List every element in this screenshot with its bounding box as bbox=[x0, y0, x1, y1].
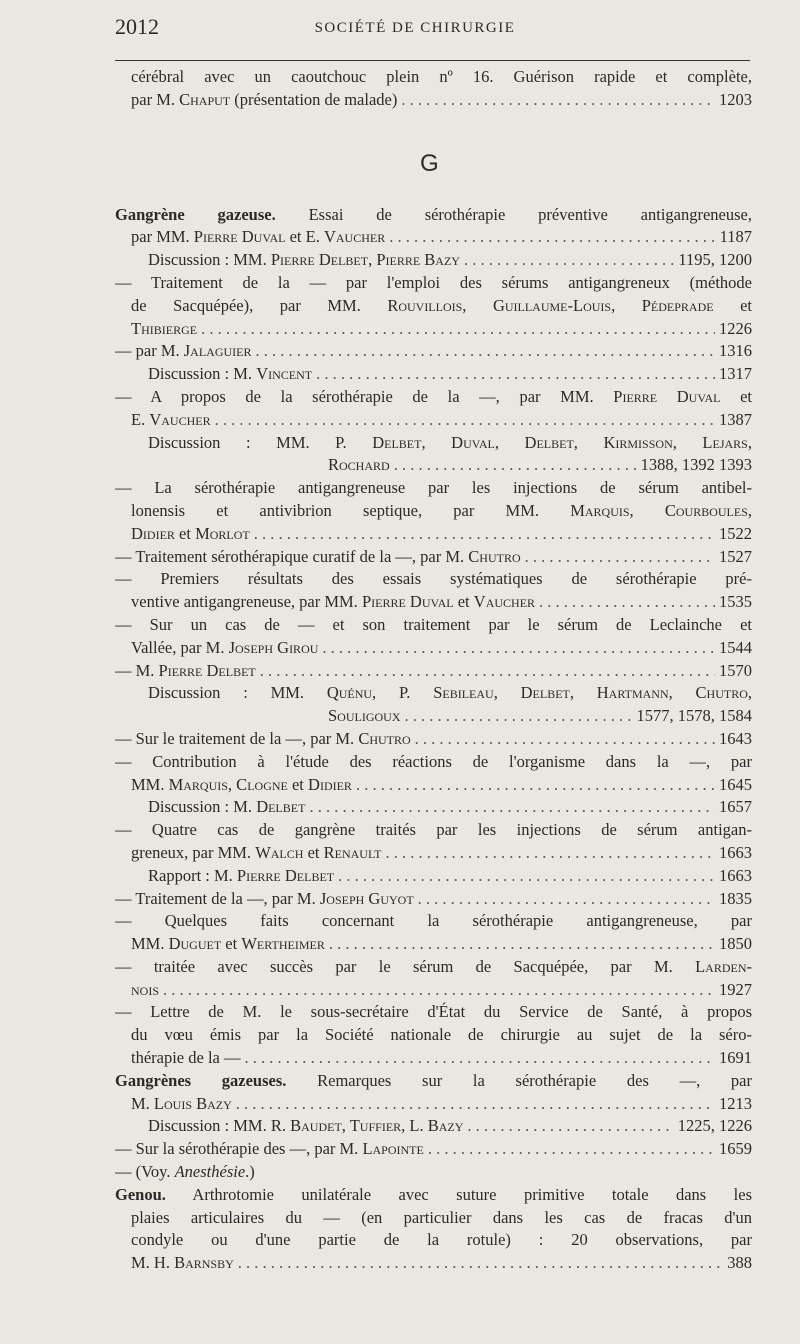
index-entry: greneux, par MM. Walch et Renault . . . 1663 bbox=[115, 842, 752, 865]
index-entry: — Traitement sérothérapique curatif de la —, par M. Chutro . . . 1527 bbox=[115, 546, 752, 569]
index-entry: par M. Chaput (présentation de malade) . . . 1203 bbox=[115, 89, 752, 112]
index-heading-line: Gangrènes gazeuses. Remarques sur la sérothérapie des —, par bbox=[115, 1070, 752, 1090]
index-entry: thérapie de la — . . . 1691 bbox=[115, 1047, 752, 1070]
index-heading-line: Gangrène gazeuse. Essai de sérothérapie préventive antigangreneuse, bbox=[115, 204, 752, 224]
index-entry: Discussion : MM. Pierre Delbet, Pierre Bazy . . . 1195, 1200 bbox=[115, 249, 752, 272]
index-line: plaies articulaires du — (en particulier dans les cas de fracas d'un bbox=[131, 1207, 752, 1227]
index-line: — Lettre de M. le sous-secrétaire d'État du Service de Santé, à propos bbox=[115, 1002, 752, 1022]
index-entry: Souligoux . . . 1577, 1578, 1584 bbox=[115, 705, 752, 728]
index-heading-line: Genou. Arthrotomie unilatérale avec suture primitive totale dans les bbox=[115, 1184, 752, 1204]
index-line: — Traitement de la — par l'emploi des sérums antigangreneux (méthode bbox=[115, 272, 752, 292]
page-header bbox=[115, 14, 755, 44]
index-line: condyle ou d'une partie de la rotule) : 20 observations, par bbox=[131, 1230, 752, 1250]
running-head: SOCIÉTÉ DE CHIRURGIE bbox=[314, 20, 516, 36]
index-line: Discussion : MM. P. Delbet, Duval, Delbet, Kirmisson, Lejars, bbox=[148, 432, 752, 452]
index-entry: Discussion : M. Delbet . . . 1657 bbox=[115, 796, 752, 819]
index-entry: Thibierge . . . 1226 bbox=[115, 318, 752, 341]
index-entry: MM. Marquis, Clogne et Didier . . . 1645 bbox=[115, 774, 752, 797]
index-line: — Contribution à l'étude des réactions de l'organisme dans la —, par bbox=[115, 751, 752, 771]
index-line: lonensis et antivibrion septique, par MM. Marquis, Courboules, bbox=[131, 500, 752, 520]
index-entry: Discussion : MM. R. Baudet, Tuffier, L. Bazy . . . 1225, 1226 bbox=[115, 1115, 752, 1138]
index-entry: Rochard . . . 1388, 1392 1393 bbox=[115, 454, 752, 477]
section-letter-heading: G bbox=[420, 149, 439, 177]
index-entry: — Traitement de la —, par M. Joseph Guyot . . . 1835 bbox=[115, 888, 752, 911]
index-entry: E. Vaucher . . . 1387 bbox=[115, 409, 752, 432]
index-entry: Vallée, par M. Joseph Girou . . . 1544 bbox=[115, 637, 752, 660]
index-entry: MM. Duguet et Wertheimer . . . 1850 bbox=[115, 933, 752, 956]
index-entry: Rapport : M. Pierre Delbet . . . 1663 bbox=[115, 865, 752, 888]
index-line: — Quatre cas de gangrène traités par les injections de sérum antigan- bbox=[115, 820, 752, 840]
index-line: — Quelques faits concernant la sérothérapie antigangreneuse, par bbox=[115, 911, 752, 931]
index-entry: ventive antigangreneuse, par MM. Pierre Duval et Vaucher . . . 1535 bbox=[115, 591, 752, 614]
page-ref: 1203 bbox=[719, 89, 752, 109]
index-line: — A propos de la sérothérapie de la —, par MM. Pierre Duval et bbox=[115, 386, 752, 406]
index-entry: M. H. Barnsby . . . 388 bbox=[115, 1252, 752, 1275]
index-entry: Discussion : M. Vincent . . . 1317 bbox=[115, 363, 752, 386]
index-line: — traitée avec succès par le sérum de Sacquépée, par M. Larden- bbox=[115, 956, 752, 976]
index-line: de Sacquépée), par MM. Rouvillois, Guillaume-Louis, Pédeprade et bbox=[131, 295, 752, 315]
index-content bbox=[115, 66, 752, 1275]
index-entry: — M. Pierre Delbet . . . 1570 bbox=[115, 660, 752, 683]
index-line: du vœu émis par la Société nationale de chirurgie au sujet de la séro- bbox=[131, 1025, 752, 1045]
header-rule bbox=[115, 60, 750, 61]
index-line: — La sérothérapie antigangreneuse par les injections de sérum antibel- bbox=[115, 478, 752, 498]
index-entry: Didier et Morlot . . . 1522 bbox=[115, 523, 752, 546]
index-entry: — par M. Jalaguier . . . 1316 bbox=[115, 340, 752, 363]
index-line: Discussion : MM. Quénu, P. Sebileau, Delbet, Hartmann, Chutro, bbox=[148, 683, 752, 703]
index-entry: — Sur le traitement de la —, par M. Chutro . . . 1643 bbox=[115, 728, 752, 751]
index-entry: par MM. Pierre Duval et E. Vaucher . . . 1187 bbox=[115, 226, 752, 249]
index-line: cérébral avec un caoutchouc plein nº 16. Guérison rapide et complète, bbox=[131, 67, 752, 86]
index-line: — (Voy. Anesthésie.) bbox=[115, 1162, 255, 1182]
index-entry: M. Louis Bazy . . . 1213 bbox=[115, 1093, 752, 1116]
index-entry: — Sur la sérothérapie des —, par M. Lapointe . . . 1659 bbox=[115, 1138, 752, 1161]
page-number: 2012 bbox=[115, 14, 159, 39]
index-line: — Premiers résultats des essais systématiques de sérothérapie pré- bbox=[115, 569, 752, 589]
index-line: — Sur un cas de — et son traitement par le sérum de Leclainche et bbox=[115, 614, 752, 634]
index-entry: nois . . . 1927 bbox=[115, 979, 752, 1002]
